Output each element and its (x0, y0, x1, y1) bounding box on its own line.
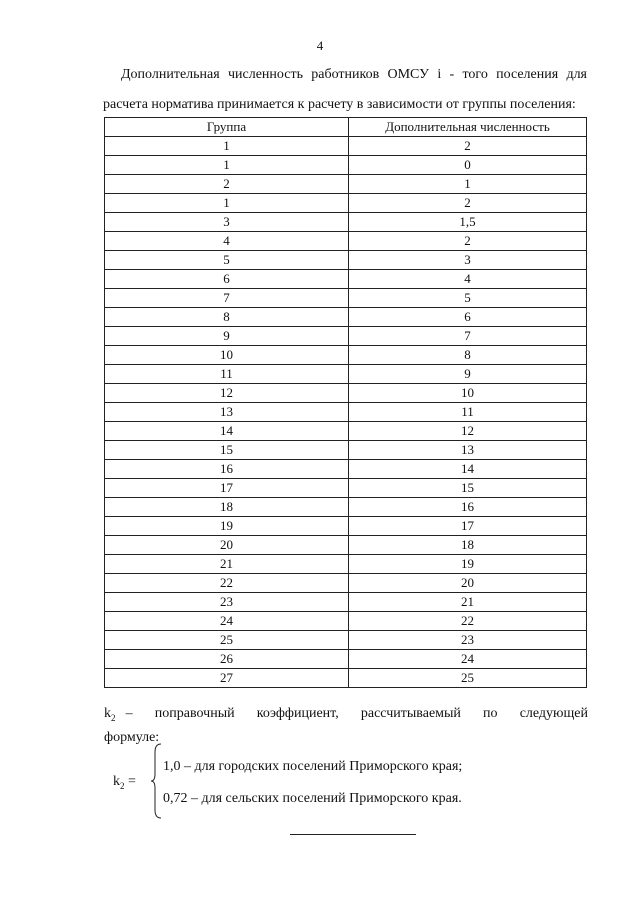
cell-additional-staff: 11 (349, 403, 587, 422)
cell-additional-staff: 3 (349, 251, 587, 270)
cell-group: 22 (105, 574, 349, 593)
cell-additional-staff: 10 (349, 384, 587, 403)
table-row (105, 270, 587, 289)
table-row (105, 574, 587, 593)
cell-additional-staff: 1 (349, 175, 587, 194)
table-row (105, 308, 587, 327)
cell-group: 1 (105, 137, 349, 156)
cell-group: 12 (105, 384, 349, 403)
cell-additional-staff: 9 (349, 365, 587, 384)
table-row (105, 213, 587, 232)
left-brace-icon (151, 742, 163, 820)
table-row (105, 498, 587, 517)
header-additional-staff: Дополнительная численность (349, 118, 587, 137)
cell-additional-staff: 17 (349, 517, 587, 536)
table-row (105, 593, 587, 612)
cell-group: 6 (105, 270, 349, 289)
cell-additional-staff: 19 (349, 555, 587, 574)
cell-additional-staff: 24 (349, 650, 587, 669)
cell-group: 11 (105, 365, 349, 384)
cell-group: 23 (105, 593, 349, 612)
table-row (105, 403, 587, 422)
table-header-row (105, 118, 587, 137)
cell-additional-staff: 14 (349, 460, 587, 479)
cell-additional-staff: 4 (349, 270, 587, 289)
table-row (105, 536, 587, 555)
cell-group: 20 (105, 536, 349, 555)
cell-group: 21 (105, 555, 349, 574)
table-row (105, 232, 587, 251)
cell-additional-staff: 5 (349, 289, 587, 308)
intro-paragraph: Дополнительная численность работников ОМСУ i - того поселения для расчета норматива принимается к расчету в зависимости от группы поселения: (103, 67, 587, 112)
cell-group: 19 (105, 517, 349, 536)
cell-additional-staff: 8 (349, 346, 587, 365)
cell-additional-staff: 6 (349, 308, 587, 327)
k2-symbol: $k_2$ (104, 706, 116, 723)
cell-group: 24 (105, 612, 349, 631)
table-row (105, 365, 587, 384)
cell-additional-staff: 16 (349, 498, 587, 517)
table-row (105, 327, 587, 346)
table-row (105, 669, 587, 688)
table-row (105, 384, 587, 403)
cell-additional-staff: 15 (349, 479, 587, 498)
cell-additional-staff: 20 (349, 574, 587, 593)
cell-additional-staff: 0 (349, 156, 587, 175)
cell-additional-staff: 7 (349, 327, 587, 346)
table-row (105, 137, 587, 156)
cell-additional-staff: 1,5 (349, 213, 587, 232)
table-row (105, 650, 587, 669)
cell-group: 8 (105, 308, 349, 327)
table-row (105, 251, 587, 270)
cell-group: 5 (105, 251, 349, 270)
cell-additional-staff: 18 (349, 536, 587, 555)
cell-additional-staff: 2 (349, 194, 587, 213)
cell-additional-staff: 13 (349, 441, 587, 460)
cell-group: 14 (105, 422, 349, 441)
closing-rule (290, 834, 416, 835)
cell-group: 2 (105, 175, 349, 194)
cell-group: 15 (105, 441, 349, 460)
k2-description-text: – поправочный коэффициент, рассчитываемый по следующей формуле: (104, 706, 588, 745)
table-row (105, 194, 587, 213)
cell-group: 25 (105, 631, 349, 650)
cell-additional-staff: 2 (349, 137, 587, 156)
cell-group: 26 (105, 650, 349, 669)
table-row (105, 460, 587, 479)
group-staff-table (104, 117, 587, 688)
table-row (105, 555, 587, 574)
cell-group: 17 (105, 479, 349, 498)
table-row (105, 156, 587, 175)
table-row (105, 422, 587, 441)
cell-additional-staff: 22 (349, 612, 587, 631)
header-group: Группа (105, 118, 349, 137)
cell-additional-staff: 2 (349, 232, 587, 251)
cell-additional-staff: 21 (349, 593, 587, 612)
formula-k2-label: $k_2$ = (113, 774, 136, 791)
table-row (105, 612, 587, 631)
cell-group: 18 (105, 498, 349, 517)
cell-group: 10 (105, 346, 349, 365)
cell-group: 9 (105, 327, 349, 346)
table-row (105, 289, 587, 308)
k2-formula (113, 742, 593, 822)
cell-group: 3 (105, 213, 349, 232)
formula-case-urban: 1,0 – для городских поселений Приморского края; (163, 759, 463, 774)
cell-group: 1 (105, 156, 349, 175)
table-row (105, 631, 587, 650)
cell-group: 1 (105, 194, 349, 213)
cell-group: 13 (105, 403, 349, 422)
table-row (105, 479, 587, 498)
page-number: 4 (316, 38, 324, 53)
table-row (105, 346, 587, 365)
formula-case-rural: 0,72 – для сельских поселений Приморского края. (163, 791, 462, 806)
cell-group: 16 (105, 460, 349, 479)
cell-additional-staff: 12 (349, 422, 587, 441)
table-row (105, 441, 587, 460)
cell-group: 4 (105, 232, 349, 251)
cell-group: 7 (105, 289, 349, 308)
table-body (105, 137, 587, 688)
cell-additional-staff: 23 (349, 631, 587, 650)
cell-group: 27 (105, 669, 349, 688)
cell-additional-staff: 25 (349, 669, 587, 688)
table-row (105, 517, 587, 536)
table-row (105, 175, 587, 194)
